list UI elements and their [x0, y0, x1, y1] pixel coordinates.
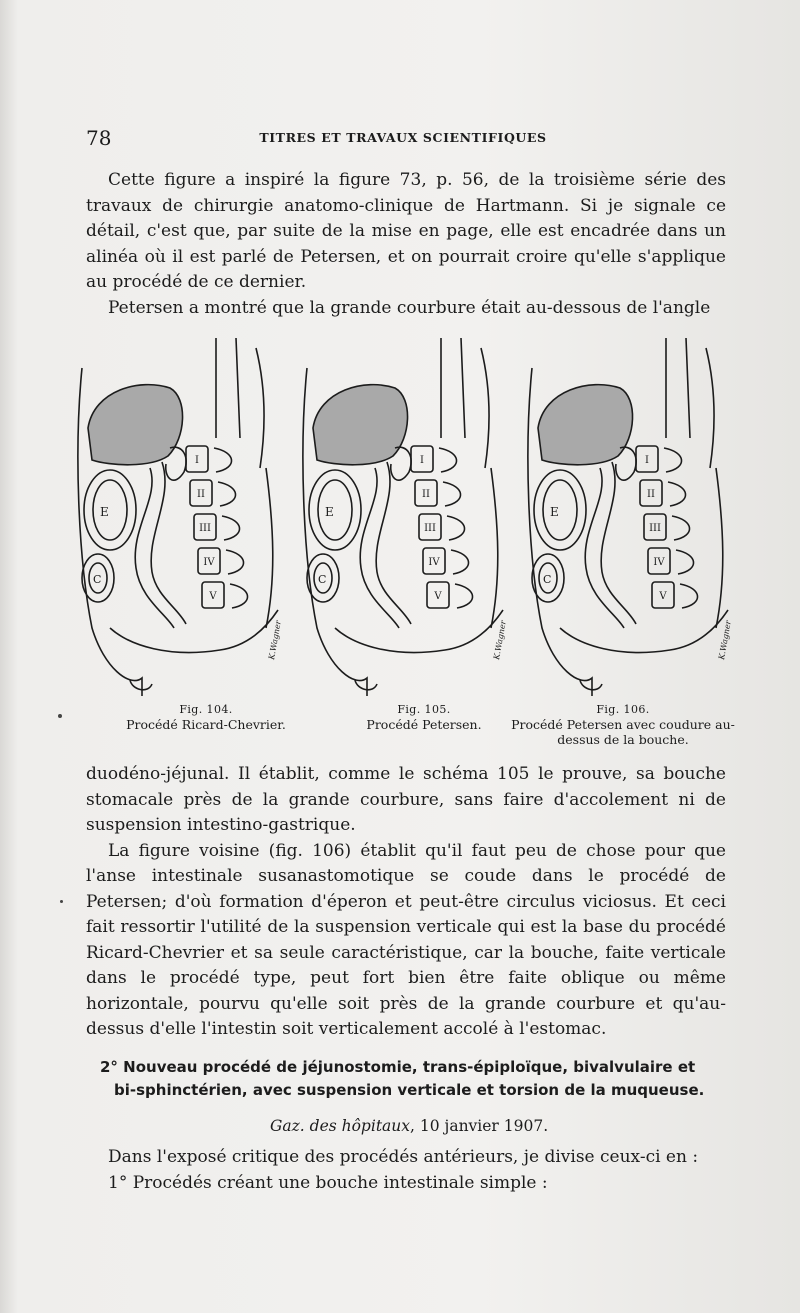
running-title: TITRES ET TRAVAUX SCIENTIFIQUES — [259, 130, 547, 145]
vertebral-process — [455, 584, 473, 608]
text-block-bottom — [86, 1145, 726, 1196]
back-line — [716, 468, 723, 628]
spine-upper — [216, 338, 264, 468]
citation — [270, 1117, 548, 1135]
page-header — [86, 126, 720, 150]
spine-upper — [666, 338, 714, 468]
caption-fig-104 — [106, 702, 306, 732]
vertebral-process — [439, 448, 457, 472]
intestine-loop-inner — [93, 480, 127, 540]
vertebral-process — [226, 550, 244, 574]
bottom-stub — [130, 680, 152, 690]
vertebra-label: IV — [428, 557, 440, 568]
citation-date: , 10 janvier 1907. — [410, 1117, 549, 1135]
vertebra-label: IV — [653, 557, 665, 568]
paragraph: 1° Procédés créant une bouche intestinale simple : — [108, 1172, 548, 1193]
intestine-loop — [534, 470, 586, 550]
page-number: 78 — [86, 126, 112, 150]
intestine-loop — [309, 470, 361, 550]
section-heading: 2° Nouveau procédé de jéjunostomie, trans-épiploïque, bivalvulaire et bi-sphinctérien, avec suspension verticale et torsion de la muqueuse. — [100, 1058, 705, 1099]
vertebra-label: IV — [203, 557, 215, 568]
bottom-stub — [355, 680, 377, 690]
figure-captions — [86, 702, 736, 754]
artist-signature: K.Wagner — [267, 619, 283, 661]
pelvis-outline — [560, 610, 728, 653]
figure-caption: Procédé Petersen. — [366, 717, 482, 732]
stomach-shape — [88, 385, 183, 465]
tract-line — [360, 468, 399, 628]
tract-line — [585, 468, 624, 628]
spine-upper — [441, 338, 489, 468]
stomach-shape — [313, 385, 408, 465]
tract-line — [151, 462, 186, 624]
vertebra-label: I — [420, 455, 424, 466]
paragraph: Dans l'exposé critique des procédés antérieurs, je divise ceux-ci en : — [108, 1147, 699, 1167]
figure-104-illustration — [70, 328, 290, 698]
label-c: C — [93, 573, 102, 586]
ink-speck — [60, 900, 63, 903]
intestine-loop — [84, 470, 136, 550]
intestine-loop-inner — [318, 480, 352, 540]
tract-line — [601, 462, 636, 624]
anatomy-drawing — [520, 328, 740, 698]
vertebra-label: V — [434, 591, 442, 602]
vertebra-label: V — [209, 591, 217, 602]
figure-caption: Procédé Petersen avec coudure au-dessus de la bouche. — [511, 717, 735, 747]
pelvis-outline — [335, 610, 503, 653]
text-block-middle — [86, 762, 726, 1043]
caption-fig-106 — [510, 702, 736, 747]
vertebral-process — [451, 550, 469, 574]
tract-line — [376, 462, 411, 624]
figure-number: Fig. 106. — [596, 703, 650, 716]
label-c: C — [543, 573, 552, 586]
ink-speck — [58, 714, 62, 718]
vertebra-label: I — [195, 455, 199, 466]
back-line — [266, 468, 273, 628]
vertebral-process — [447, 516, 465, 540]
anatomy-drawing — [70, 328, 290, 698]
vertebra-label: II — [647, 489, 655, 500]
figure-105-illustration — [295, 328, 515, 698]
vertebral-process — [214, 448, 232, 472]
vertebral-process — [230, 584, 248, 608]
citation-journal: Gaz. des hôpitaux — [270, 1117, 411, 1135]
paragraph: Cette figure a inspiré la figure 73, p. 56, de la troisième série des travaux de chirurgie anatomo-clinique de Hartmann. Si je signale ce détail, c'est que, par suite de la mise en page, elle est encadrée dans un alinéa où il est parlé de Petersen, et on pourrait croire qu'elle s'applique au procédé de ce dernier. — [86, 170, 726, 292]
figure-number: Fig. 105. — [397, 703, 451, 716]
anatomy-drawing — [295, 328, 515, 698]
stomach-shape — [538, 385, 633, 465]
figure-row — [70, 328, 740, 698]
figure-106-illustration — [520, 328, 740, 698]
vertebral-process — [672, 516, 690, 540]
intestine-loop-inner — [543, 480, 577, 540]
figure-caption: Procédé Ricard-Chevrier. — [126, 717, 286, 732]
tract-line — [135, 468, 174, 628]
vertebral-process — [222, 516, 240, 540]
vertebral-process — [664, 448, 682, 472]
vertebra-label: I — [645, 455, 649, 466]
pelvis-outline — [110, 610, 278, 653]
text-block-top — [86, 168, 726, 321]
caption-fig-105 — [344, 702, 504, 732]
vertebral-process — [218, 482, 236, 506]
paragraph: Petersen a montré que la grande courbure était au-dessous de l'angle — [108, 297, 711, 318]
vertebral-process — [443, 482, 461, 506]
vertebra-label: V — [659, 591, 667, 602]
artist-signature: K.Wagner — [492, 619, 508, 661]
vertebral-process — [680, 584, 698, 608]
label-e: E — [550, 505, 559, 519]
paragraph: La figure voisine (fig. 106) établit qu'il faut peu de chose pour que l'anse intestinale susanastomotique se coude dans le procédé de Petersen; d'où formation d'éperon et peut-être circulus viciosus. Et ceci fait ressortir l'utilité de la suspension verticale qui est la base du procédé Ricard-Chevrier et sa seule caractéristique, car la bouche, faite verticale dans le procédé type, peut fort bien être faite oblique ou même horizontale, pourvu qu'elle soit près de la grande courbure et qu'au-dessus d'elle l'intestin soit verticalement accolé à l'estomac. — [86, 840, 726, 1039]
vertebra-label: II — [197, 489, 205, 500]
figure-number: Fig. 104. — [179, 703, 233, 716]
back-line — [491, 468, 498, 628]
label-c: C — [318, 573, 327, 586]
bottom-stub — [580, 680, 602, 690]
vertebral-process — [676, 550, 694, 574]
label-e: E — [325, 505, 334, 519]
vertebra-label: III — [424, 523, 436, 534]
label-e: E — [100, 505, 109, 519]
artist-signature: K.Wagner — [717, 619, 733, 661]
paragraph: duodéno-jéjunal. Il établit, comme le schéma 105 le prouve, sa bouche stomacale près de la grande courbure, sans faire d'accolement ni de suspension intestino-gastrique. — [86, 764, 726, 835]
vertebra-label: III — [649, 523, 661, 534]
vertebral-process — [668, 482, 686, 506]
vertebra-label: III — [199, 523, 211, 534]
vertebra-label: II — [422, 489, 430, 500]
